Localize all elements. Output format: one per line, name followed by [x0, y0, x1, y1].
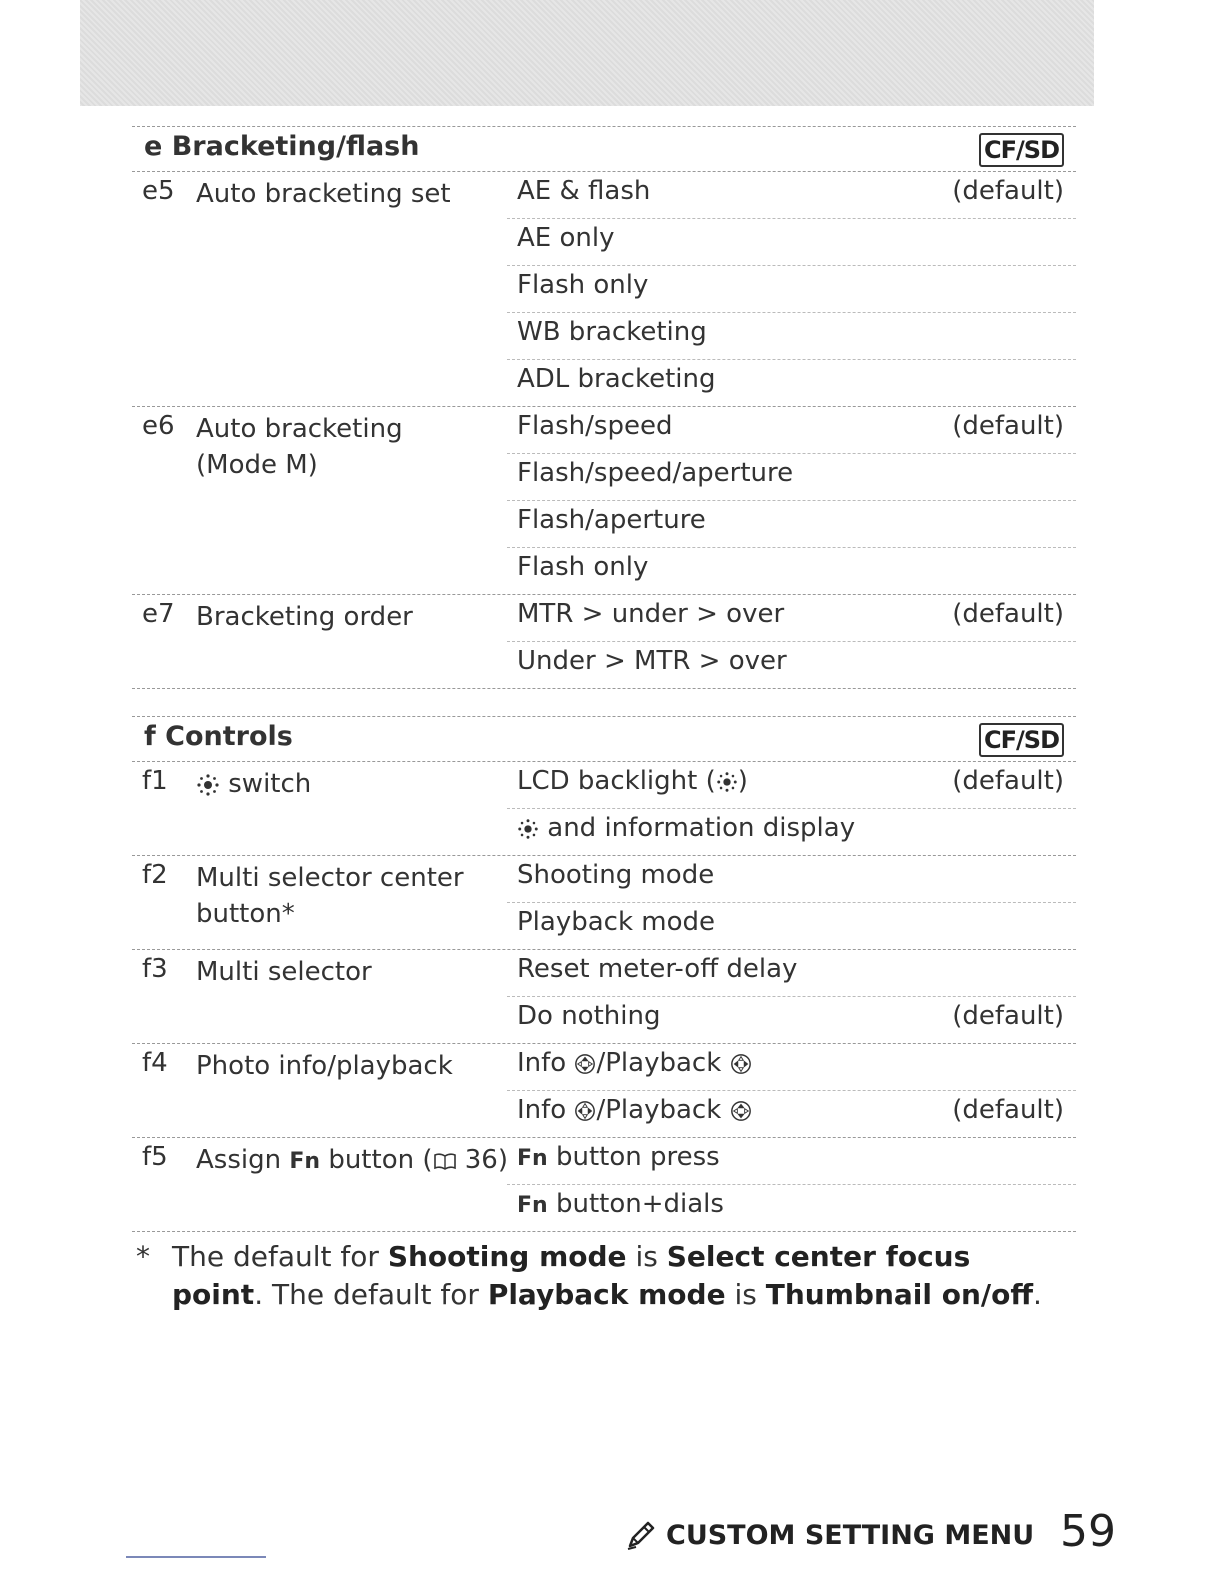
option-row [507, 360, 1076, 406]
setting-name-text: switch [228, 769, 312, 799]
decorative-rule [126, 1556, 266, 1558]
option-label-mid: /Playback [596, 1048, 722, 1078]
option-label [517, 1048, 752, 1078]
cf-sd-badge: CF/SD [979, 133, 1064, 167]
option-label: Playback mode [517, 907, 716, 937]
footnote-part: . [1033, 1278, 1042, 1311]
setting-name: Photo info/playback [196, 1051, 453, 1081]
default-tag: (default) [952, 766, 1064, 796]
backlight-icon [716, 771, 738, 793]
setting-f5 [132, 1138, 1076, 1232]
option-label [517, 1189, 724, 1219]
option-label-text: button press [555, 1142, 720, 1172]
option-label [517, 1142, 720, 1172]
option-row [507, 454, 1076, 501]
footnote-bold: Thumbnail on/off [765, 1278, 1034, 1311]
setting-f1 [132, 762, 1076, 856]
option-row [507, 762, 1076, 809]
footnote-part: The default for [172, 1240, 379, 1273]
option-row [507, 1138, 1076, 1185]
footnote-bold: Shooting mode [387, 1240, 627, 1273]
setting-code: e6 [142, 411, 175, 441]
option-label [517, 813, 855, 843]
option-row [507, 172, 1076, 219]
section-header [132, 716, 1076, 762]
setting-f4 [132, 1044, 1076, 1138]
setting-code: e7 [142, 599, 175, 629]
option-row [507, 595, 1076, 642]
option-row [507, 313, 1076, 360]
option-label-text: LCD backlight ( [517, 766, 716, 796]
option-label-text: and information display [547, 813, 856, 843]
footnote-part: is [734, 1278, 757, 1311]
setting-e5 [132, 172, 1076, 407]
option-label: Shooting mode [517, 860, 715, 890]
setting-name-post: button ( [328, 1145, 433, 1175]
setting-e7 [132, 595, 1076, 689]
header-band [80, 0, 1094, 106]
option-label: Do nothing [517, 1001, 661, 1031]
option-row [507, 1185, 1076, 1231]
setting-name: Multi selector [196, 957, 372, 987]
option-row [507, 266, 1076, 313]
section-controls [132, 716, 1076, 1232]
option-row [507, 219, 1076, 266]
setting-e6 [132, 407, 1076, 595]
option-label-mid: /Playback [596, 1095, 722, 1125]
setting-code: f4 [142, 1048, 168, 1078]
option-label: WB bracketing [517, 317, 707, 347]
setting-name: Auto bracketing set [196, 179, 451, 209]
page-ref: 36) [464, 1145, 508, 1175]
option-label: Flash/aperture [517, 505, 706, 535]
setting-name: Auto bracketing (Mode M) [196, 414, 403, 480]
option-row [507, 903, 1076, 949]
option-row [507, 407, 1076, 454]
option-row [507, 642, 1076, 688]
fn-label: Fn [289, 1149, 321, 1174]
section-header [132, 126, 1076, 172]
book-icon [433, 1151, 457, 1171]
option-label: Under > MTR > over [517, 646, 787, 676]
footnote [136, 1238, 1066, 1314]
option-label-text: Info [517, 1095, 567, 1125]
option-label: MTR > under > over [517, 599, 785, 629]
multi-selector-up-down-icon [574, 1053, 596, 1075]
option-label: Flash/speed/aperture [517, 458, 794, 488]
footnote-part: . The default for [254, 1278, 479, 1311]
setting-code: f1 [142, 766, 168, 796]
option-row [507, 1044, 1076, 1091]
section-title: e Bracketing/flash [144, 131, 420, 162]
backlight-icon [196, 773, 220, 797]
page-number: 59 [1060, 1506, 1116, 1557]
default-tag: (default) [952, 1095, 1064, 1125]
section-bracketing-flash [132, 126, 1076, 689]
footnote-bold: Select center focus point [172, 1240, 971, 1311]
setting-name [196, 1142, 506, 1180]
footnote-text [172, 1238, 1066, 1314]
option-label: Flash/speed [517, 411, 673, 441]
pencil-icon [624, 1518, 658, 1552]
option-row [507, 1091, 1076, 1137]
fn-label: Fn [517, 1193, 548, 1218]
cf-sd-badge: CF/SD [979, 723, 1064, 757]
option-label: AE only [517, 223, 615, 253]
option-row [507, 501, 1076, 548]
default-tag: (default) [952, 176, 1064, 206]
multi-selector-left-right-icon [574, 1100, 596, 1122]
setting-code: f5 [142, 1142, 168, 1172]
setting-name [196, 766, 506, 802]
setting-f3 [132, 950, 1076, 1044]
footer-title: CUSTOM SETTING MENU [666, 1520, 1035, 1551]
multi-selector-up-down-icon [730, 1100, 752, 1122]
option-label [517, 1095, 752, 1125]
setting-code: e5 [142, 176, 175, 206]
option-label: Reset meter-off delay [517, 954, 798, 984]
setting-name: Bracketing order [196, 602, 413, 632]
option-label-text: button+dials [555, 1189, 724, 1219]
section-title: f Controls [144, 721, 293, 752]
setting-name-pre: Assign [196, 1145, 282, 1175]
default-tag: (default) [952, 1001, 1064, 1031]
setting-f2 [132, 856, 1076, 950]
default-tag: (default) [952, 599, 1064, 629]
setting-code: f3 [142, 954, 168, 984]
option-label: Flash only [517, 270, 649, 300]
option-row [507, 856, 1076, 903]
fn-label: Fn [517, 1146, 548, 1171]
option-label: AE & flash [517, 176, 651, 206]
setting-name: Multi selector center button* [196, 863, 464, 929]
option-row [507, 809, 1076, 855]
option-label [517, 766, 748, 796]
backlight-icon [517, 818, 539, 840]
multi-selector-left-right-icon [730, 1053, 752, 1075]
option-label: Flash only [517, 552, 649, 582]
footnote-bold: Playback mode [487, 1278, 726, 1311]
option-row [507, 548, 1076, 594]
option-row [507, 997, 1076, 1043]
option-label-suffix: ) [737, 766, 748, 796]
default-tag: (default) [952, 411, 1064, 441]
option-label: ADL bracketing [517, 364, 716, 394]
option-row [507, 950, 1076, 997]
setting-code: f2 [142, 860, 168, 890]
footnote-marker: * [136, 1240, 150, 1273]
option-label-text: Info [517, 1048, 567, 1078]
footnote-part: is [635, 1240, 658, 1273]
